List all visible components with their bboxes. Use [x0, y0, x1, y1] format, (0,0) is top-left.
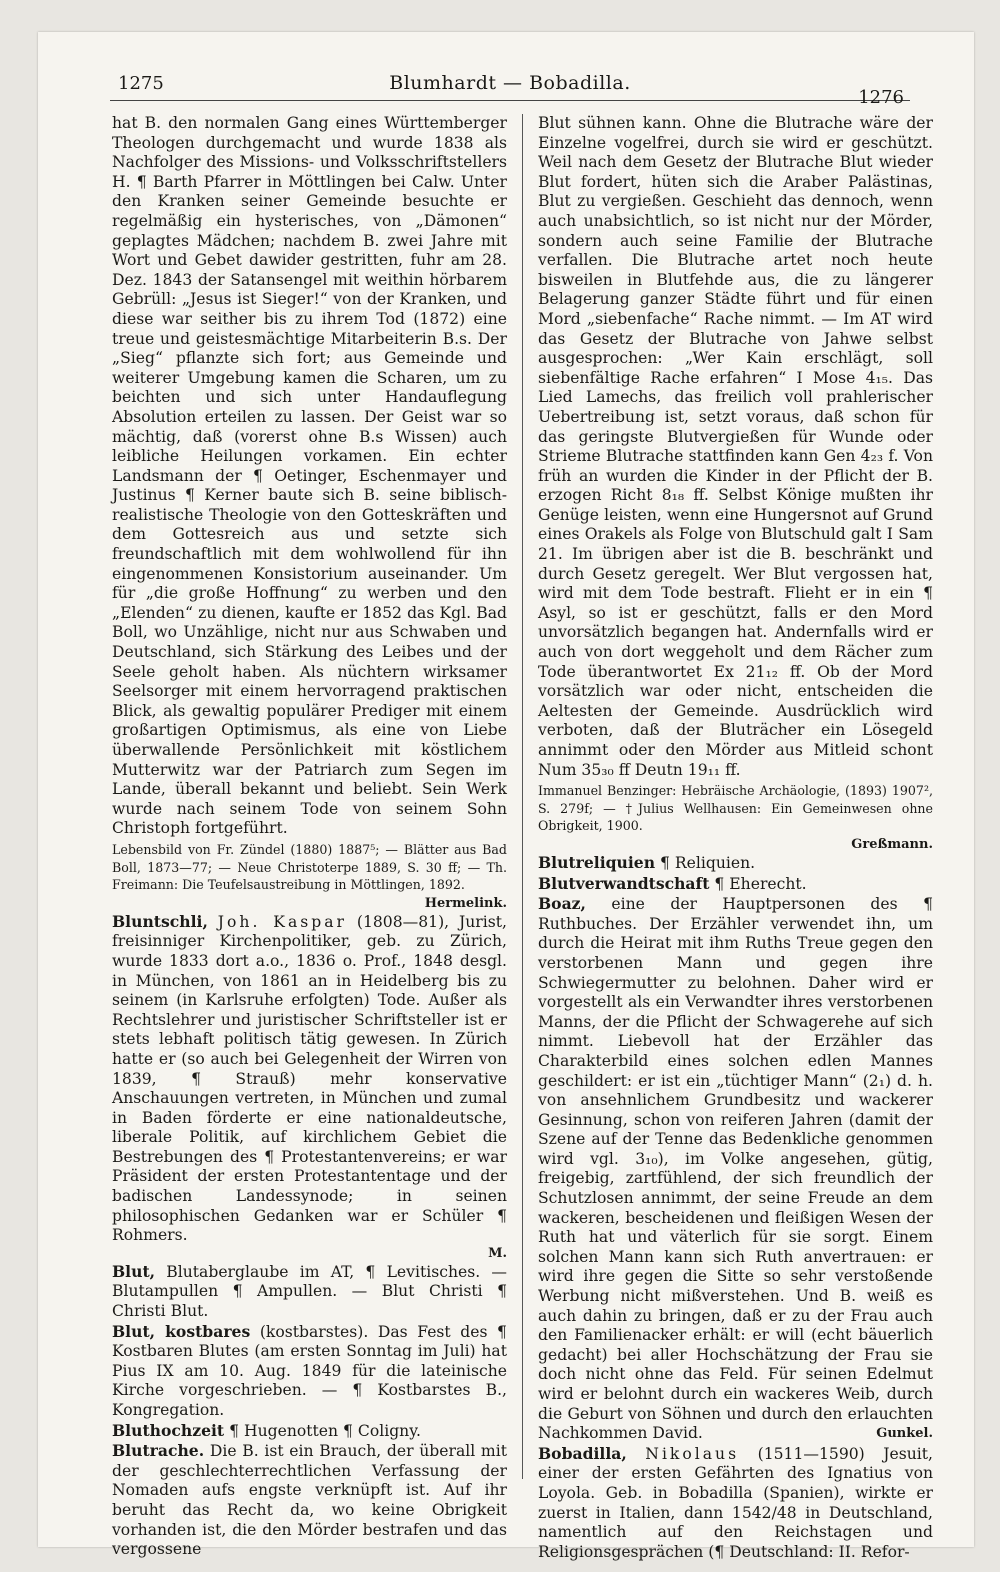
entry-bobadilla [538, 1444, 933, 1563]
blut-kostbares-text: (kostbarstes). Das Fest des ¶ Kostbaren Blutes (am ersten Sonntag im Juli) hat Pius IX am 10. Aug. 1849 für die lateinische Kirche vorgeschrieben. — ¶ Kostbarstes B., Kongregation. [112, 1322, 507, 1419]
entry-boaz-signature: Gunkel. [876, 1426, 933, 1442]
blutverwandtschaft-text: ¶ Eherecht. [714, 874, 807, 893]
boaz-text: eine der Hauptpersonen des ¶ Ruthbuches. Der Erzähler verwendet ihn, um durch die Heirat mit ihm Ruths Treue gegen den verstorbenen Mann und gegen ihre Schwiegermutter zu belohnen. Daher wird er vorgestellt als ein Verwandter ihres verstorbenen Manns, der die Pflicht der Schwagerehe auf sich nimmt. Liebevoll hat der Erzähler das Charakterbild eines solchen edlen Mannes geschildert: er ist ein „tüchtiger Mann“ (2₁) d. h. von ansehnlichem Grundbesitz und wackerer Gesinnung, schon von reiferen Jahren (damit der Szene auf der Tenne das Bedenkliche genommen wird vgl. 3₁₀), im Volke angesehen, gütig, freigebig, zartfühlend, der sich freundlich der Schutzlosen annimmt, der seine Freude an dem wackeren, bescheidenen und fleißigen Wesen der Ruth hat und väterlich für sie sorgt. Einem solchen Mann kann sich Ruth anvertrauen: er wird ihre gegen die Sitte so sehr verstoßende Werbung nicht mißverstehen. Und B. weiß es auch dahin zu bringen, daß er zu der Frau auch den Familienacker erhält: er will (echt bäuerlich gedacht) bei aller Hochschätzung der Frau sie doch nicht ohne das Feld. Für seinen Edelmut wird er belohnt durch ein wackeres Weib, durch die Geburt von Söhnen und durch den erlauchten Nachkommen David. [538, 895, 933, 1443]
headword-bluntschli: Bluntschli, [112, 911, 208, 931]
page-header [110, 60, 910, 108]
blutreliquien-text: ¶ Reliquien. [660, 853, 756, 872]
headword-blutverwandtschaft: Blutverwandtschaft [538, 873, 710, 893]
right-column [538, 114, 933, 1561]
entry-blumhardt-text: hat B. den normalen Gang eines Württemberger Theologen durchgemacht und wurde 1838 als Nachfolger des Missions- und Volksschriftstellers H. ¶ Barth Pfarrer in Möttlingen bei Calw. Unter den Kranken seiner Gemeinde besuchte er regelmäßig ein hysterisches, von „Dämonen“ geplagtes Mädchen; nachdem B. zwei Jahre mit Wort und Gebet dawider gestritten, fuhr am 28. Dez. 1843 der Satansengel mit weithin hörbarem Gebrüll: „Jesus ist Sieger!“ von der Kranken, und diese war seither bis zu ihrem Tod (1872) eine treue und geistesmächtige Mitarbeiterin B.s. Der „Sieg“ pflanzte sich fort; aus Gemeinde und weiterer Umgebung kamen die Scharen, um zu beichten und sich unter Handauflegung Absolution erteilen zu lassen. Der Geist war so mächtig, daß (vorerst ohne B.s Wissen) auch leibliche Heilungen vorkamen. Ein echter Landsmann der ¶ Oetinger, Eschenmayer und Justinus ¶ Kerner baute sich B. seine biblisch-realistische Theologie von den Gotteskräften und dem Gottesreich aus und setzte sich freundschaftlich mit dem wohlwollend für ihn eingenommenen Konsistorium auseinander. Um für „die große Hoffnung“ zu werben und den „Elenden“ zu dienen, kaufte er 1852 das Kgl. Bad Boll, wo Unzählige, nicht nur aus Schwaben und Deutschland, sich Stärkung des Leibes und der Seele geholt haben. Als nüchtern wirksamer Seelsorger mit einem hervorragend praktischen Blick, als gewaltig populärer Prediger mit einem großartigen Optimismus, als eine von Liebe überwallende Persönlichkeit mit köstlichem Mutterwitz war der Patriarch zum Segen im Lande, überall bekannt und beliebt. Sein Werk wurde nach seinem Tode von seinem Sohn Christoph fortgeführt. [112, 114, 507, 838]
right-column-number: 1276 [858, 87, 904, 108]
entry-blut [112, 1262, 507, 1322]
left-column [112, 114, 507, 1559]
entry-blutrache-continued: Blut sühnen kann. Ohne die Blutrache wäre der Einzelne vogelfrei, durch sie wird er geschützt. Weil nach dem Gesetz der Blutrache Blut wieder Blut fordert, hüten sich die Araber Palästinas, Blut zu vergießen. Geschieht das dennoch, wenn auch unabsichtlich, so ist nicht nur der Mörder, sondern auch seine Familie der Blutrache verfallen. Die Blutrache artet noch heute bisweilen in Blutfehde aus, die zu längerer Belagerung ganzer Städte führt und für einen Mord „siebenfache“ Rache nimmt. — Im AT wird das Gesetz der Blutrache von Jahwe selbst ausgesprochen: „Wer Kain erschlägt, soll siebenfältige Rache erfahren“ I Mose 4₁₅. Das Lied Lamechs, das freilich voll prahlerischer Uebertreibung ist, setzt voraus, daß schon für das geringste Blutvergießen für Wunde oder Strieme Blutrache stattfinden kann Gen 4₂₃ f. Von früh an wurden die Kinder in der Pflicht der B. erzogen Richt 8₁₈ ff. Selbst Könige mußten ihr Genüge leisten, wenn eine Hungersnot auf Grund eines Orakels als Folge von Blutschuld galt I Sam 21. Im übrigen aber ist die B. beschränkt und durch Gesetz geregelt. Wer Blut vergossen hat, wird mit dem Tode bestraft. Flieht er in ein ¶ Asyl, so ist er geschützt, falls er den Mord unvorsätzlich begangen hat. Andernfalls wird er auch von dort weggeholt und dem Rächer zum Tode überantwortet Ex 21₁₂ ff. Ob der Mord vorsätzlich war oder nicht, entscheiden die Aeltesten der Gemeinde. Ausdrücklich wird verboten, daß der Bluträcher ein Lösegeld annimmt oder den Mörder aus Mitleid schont Num 35₃₀ ff Deutn 19₁₁ ff. [538, 114, 933, 779]
entry-blutrache [112, 1441, 507, 1560]
left-column-number: 1275 [118, 73, 164, 94]
blutrache-text: Die B. ist ein Brauch, der überall mit der geschlechterrechtlichen Verfassung der Nomaden aufs engste verknüpft ist. Auf ihr beruht das Recht da, wo keine Obrigkeit vorhanden ist, die den Mörder bestrafen und das vergossene [112, 1442, 507, 1559]
entry-bluntschli [112, 912, 507, 1246]
entry-bluntschli-signature: M. [488, 1245, 507, 1261]
bluntschli-text: (1808—81), Jurist, freisinniger Kirchenpolitiker, geb. zu Zürich, wurde 1833 dort a.o., 1836 o. Prof., 1848 desgl. in München, von 1861 an in Heidelberg bis zu seinem (in Karlsruhe erfolgten) Tode. Außer als Rechtslehrer und juristischer Schriftsteller ist er stets lebhaft politisch tätig gewesen. In Zürich hatte er (so auch bei Gelegenheit der Wirren von 1839, ¶ Strauß) mehr konservative Anschauungen vertreten, in München und zumal in Baden förderte er eine nationaldeutsche, liberale Politik, auf kirchlichem Gebiet die Bestrebungen des ¶ Protestantenvereins; er war Präsident der ersten Protestantentage und der badischen Landessynode; in seinen philosophischen Gedanken war er Schüler ¶ Rohmers. [112, 912, 507, 1245]
entry-blutreliquien [538, 853, 933, 874]
entry-blutverwandtschaft [538, 874, 933, 895]
headword-blut-kostbares: Blut, kostbares [112, 1321, 251, 1341]
headword-bluthochzeit: Bluthochzeit [112, 1420, 225, 1440]
headword-blut: Blut, [112, 1261, 156, 1281]
entry-blutrache-literature: Immanuel Benzinger: Hebräische Archäologie, (1893) 1907², S. 279f; — †Julius Wellhausen: Ein Gemeinwesen ohne Obrigkeit, 1900. [538, 783, 933, 834]
headword-bobadilla: Bobadilla, [538, 1443, 627, 1463]
entry-blumhardt-literature: Lebensbild von Fr. Zündel (1880) 1887⁵; — Blätter aus Bad Boll, 1873—77; — Neue Christoterpe 1889, S. 30 ff; — Th. Freimann: Die Teufelsaustreibung in Möttlingen, 1892. [112, 841, 507, 893]
headword-blutrache: Blutrache. [112, 1441, 205, 1461]
headword-blutreliquien: Blutreliquien [538, 852, 656, 872]
bobadilla-text: (1511—1590) Jesuit, einer der ersten Gefährten des Ignatius von Loyola. Geb. in Bobadilla (Spanien), wirkte er zuerst in Italien, dann 1542/48 in Deutschland, namentlich auf den Reichstagen und Religionsgesprächen (¶ Deutschland: II. Refor- [538, 1444, 933, 1561]
entry-bluthochzeit [112, 1421, 507, 1442]
entry-blut-kostbares [112, 1322, 507, 1421]
bobadilla-given-name: Nikolaus [645, 1444, 740, 1463]
bluthochzeit-text: ¶ Hugenotten ¶ Coligny. [229, 1421, 421, 1440]
entry-boaz [538, 894, 933, 1444]
column-divider [522, 114, 523, 1479]
bluntschli-given-names: Joh. Kaspar [217, 912, 347, 931]
dictionary-page [38, 32, 974, 1561]
entry-blumhardt-signature: Hermelink. [424, 895, 507, 911]
entry-blutrache-signature: Greßmann. [851, 836, 933, 852]
running-title: Blumhardt — Bobadilla. [389, 72, 631, 94]
headword-boaz: Boaz, [538, 894, 586, 914]
blut-text: Blutaberglaube im AT, ¶ Levitisches. — Blutampullen ¶ Ampullen. — Blut Christi ¶ Christi Blut. [112, 1262, 507, 1321]
